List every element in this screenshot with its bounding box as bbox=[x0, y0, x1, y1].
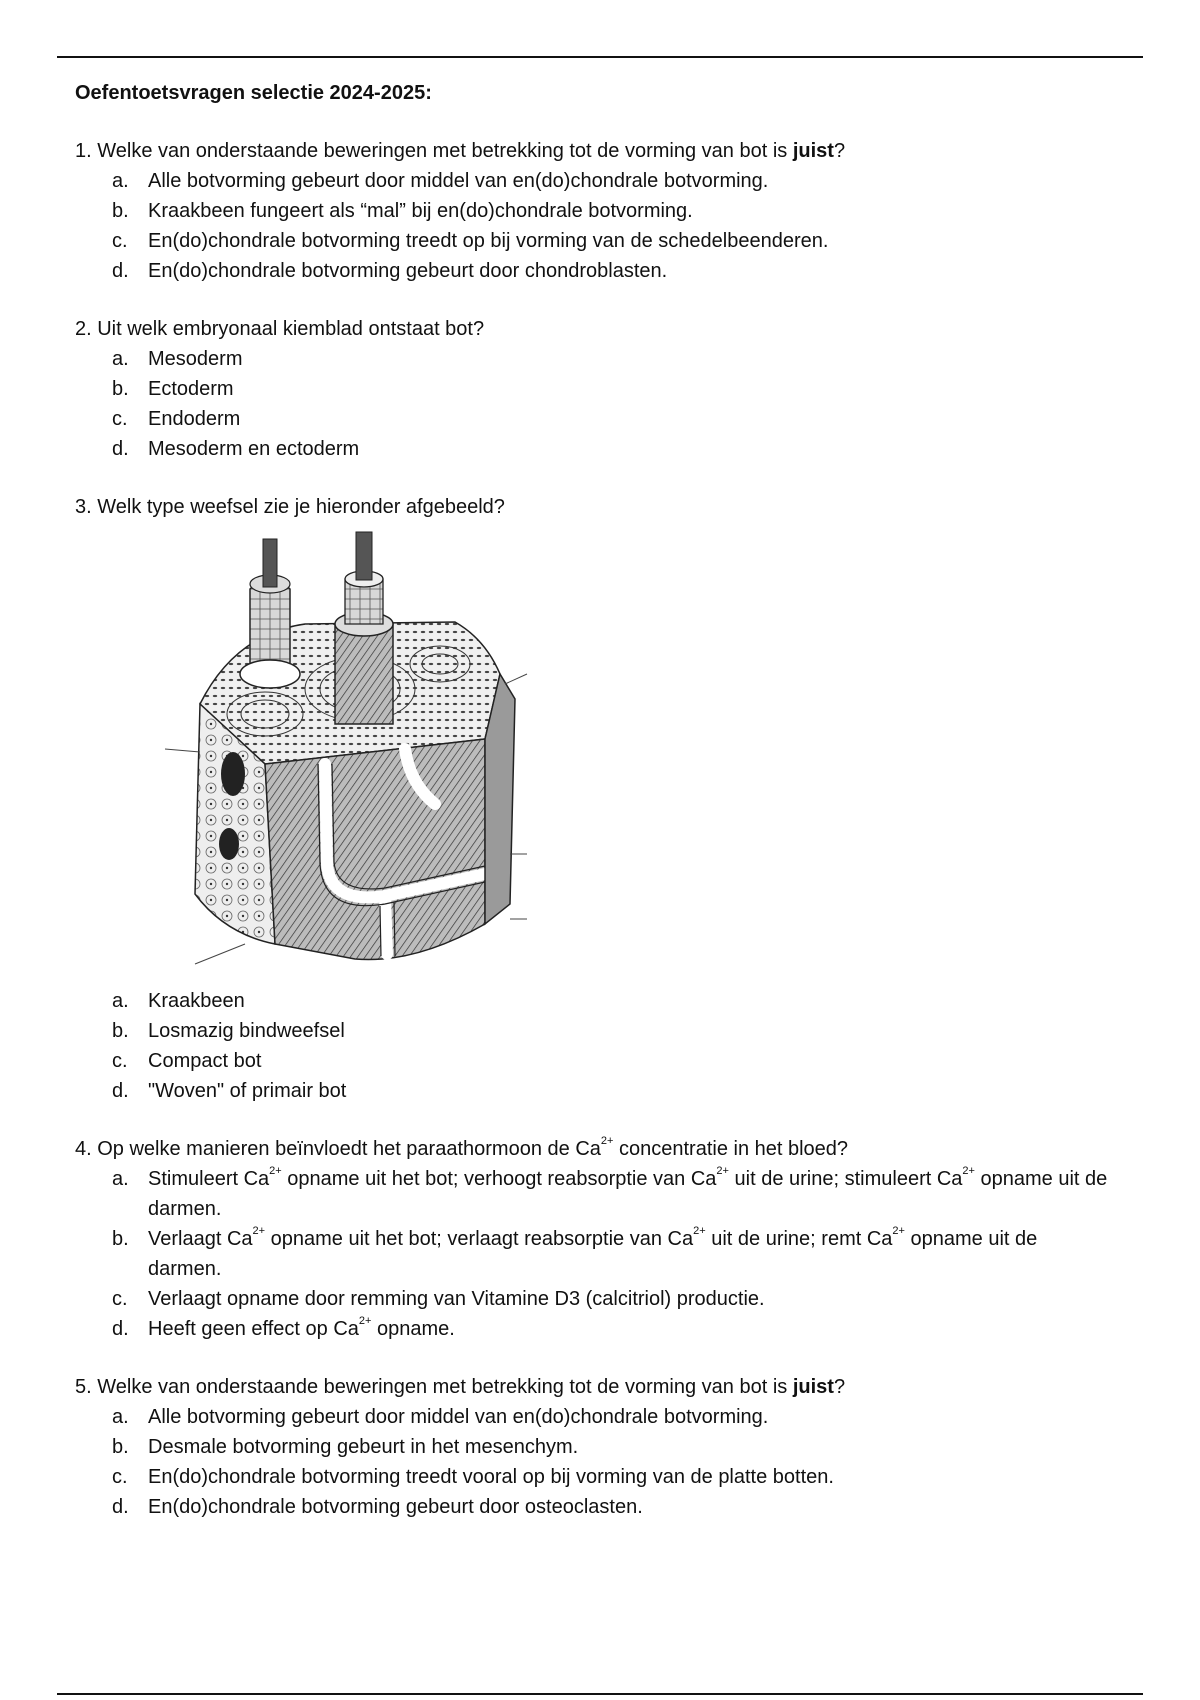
question-4 bbox=[75, 1134, 1115, 1344]
option-d: d. En(do)chondrale botvorming gebeurt door osteoclasten. bbox=[112, 1496, 643, 1518]
option-b: b. Desmale botvorming gebeurt in het mesenchym. bbox=[112, 1436, 579, 1458]
question-5 bbox=[75, 1372, 1115, 1522]
option-b: b. Kraakbeen fungeert als “mal” bij en(do)chondrale botvorming. bbox=[112, 200, 693, 222]
option-c: c. En(do)chondrale botvorming treedt op bij vorming van de schedelbeenderen. bbox=[112, 230, 829, 252]
question-text: 2. Uit welk embryonaal kiemblad ontstaat bot? bbox=[75, 318, 485, 340]
question-3 bbox=[75, 492, 1115, 1106]
options-list bbox=[75, 344, 1115, 464]
options-list bbox=[75, 1164, 1115, 1344]
osteon-cylinder-right bbox=[335, 532, 393, 724]
osteon-cylinder-left bbox=[240, 539, 300, 688]
option-d: d. Mesoderm en ectoderm bbox=[112, 438, 360, 460]
option-c: c. Compact bot bbox=[112, 1050, 262, 1072]
option-d: d. En(do)chondrale botvorming gebeurt door chondroblasten. bbox=[112, 260, 668, 282]
question-text: 4. Op welke manieren beïnvloedt het paraathormoon de $Ca^{2+}$ concentratie in het bloed? bbox=[75, 1135, 849, 1160]
option-d: d. Heeft geen effect op $Ca^{2+}$ opname. bbox=[112, 1315, 455, 1340]
header-rule bbox=[57, 56, 1143, 58]
question-text: 5. Welke van onderstaande beweringen met betrekking tot de vorming van bot is juist? bbox=[75, 1376, 846, 1398]
document-body bbox=[75, 78, 1115, 1550]
option-a: a. Kraakbeen bbox=[112, 990, 245, 1012]
option-a: a. Stimuleert $Ca^{2+}$ opname uit het bot; verhoogt reabsorptie van $Ca^{2+}$ uit de urine; stimuleert $Ca^{2+}$ opname uit de darmen. bbox=[112, 1165, 1108, 1220]
options-list bbox=[75, 986, 1115, 1106]
option-d: d. "Woven" of primair bot bbox=[112, 1080, 347, 1102]
question-2 bbox=[75, 314, 1115, 464]
option-c: c. En(do)chondrale botvorming treedt vooral op bij vorming van de platte botten. bbox=[112, 1466, 834, 1488]
option-a: a. Alle botvorming gebeurt door middel van en(do)chondrale botvorming. bbox=[112, 170, 769, 192]
option-c: c. Endoderm bbox=[112, 408, 241, 430]
options-list bbox=[75, 1402, 1115, 1522]
option-b: b. Ectoderm bbox=[112, 378, 234, 400]
compact-bone-illustration bbox=[155, 524, 575, 984]
footer-rule bbox=[57, 1693, 1143, 1695]
question-1 bbox=[75, 136, 1115, 286]
question-text: 1. Welke van onderstaande beweringen met betrekking tot de vorming van bot is juist? bbox=[75, 140, 846, 162]
page-title: Oefentoetsvragen selectie 2024-2025: bbox=[75, 82, 432, 104]
option-a: a. Alle botvorming gebeurt door middel van en(do)chondrale botvorming. bbox=[112, 1406, 769, 1428]
option-b: b. Losmazig bindweefsel bbox=[112, 1020, 345, 1042]
question-text: 3. Welk type weefsel zie je hieronder afgebeeld? bbox=[75, 496, 505, 518]
option-c: c. Verlaagt opname door remming van Vitamine D3 (calcitriol) productie. bbox=[112, 1288, 765, 1310]
option-a: a. Mesoderm bbox=[112, 348, 243, 370]
options-list bbox=[75, 166, 1115, 286]
option-b: b. Verlaagt $Ca^{2+}$ opname uit het bot; verlaagt reabsorptie van $Ca^{2+}$ uit de urine; remt $Ca^{2+}$ opname uit de darmen. bbox=[112, 1225, 1038, 1280]
bone-front-face bbox=[265, 739, 485, 960]
